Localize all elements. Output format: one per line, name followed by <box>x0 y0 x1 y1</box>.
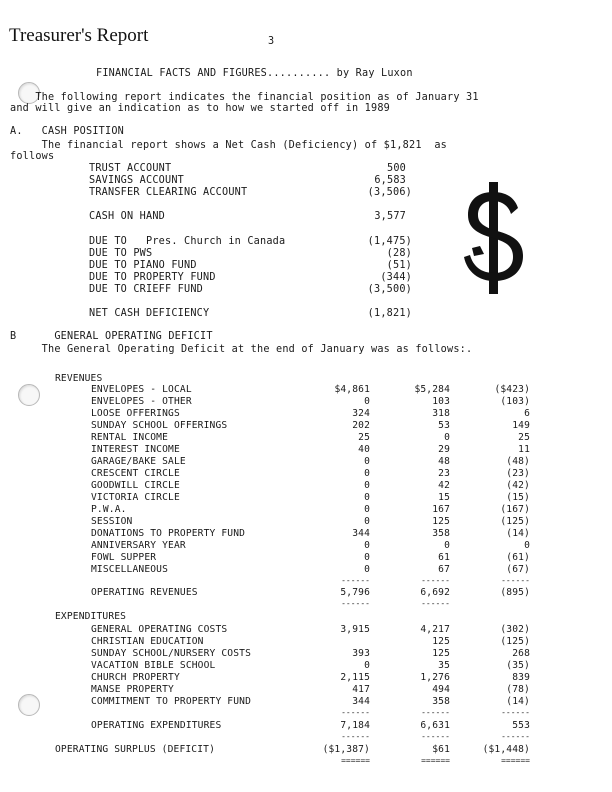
account-amount: 500 <box>386 163 406 174</box>
surplus-c1: ($1,387) <box>322 744 370 755</box>
page-title: Treasurer's Report <box>9 25 149 46</box>
revenue-c2: 53 <box>438 420 450 431</box>
revenue-c1: 0 <box>364 396 370 407</box>
expenditure-c2: 494 <box>432 684 450 695</box>
expenditure-c3: (302) <box>500 624 530 635</box>
expenditures-total-label: OPERATING EXPENDITURES <box>91 720 222 731</box>
revenue-c3: 0 <box>524 540 530 551</box>
revenue-c1: $4,861 <box>334 384 370 395</box>
rule-single: ------ <box>421 576 450 585</box>
revenues-total-c2: 6,692 <box>420 587 450 598</box>
table-row <box>55 528 612 540</box>
table-row <box>55 516 612 528</box>
revenue-c3: ($423) <box>494 384 530 395</box>
revenue-c3: (67) <box>506 564 530 575</box>
due-amount: (51) <box>386 260 412 271</box>
surplus-row <box>55 744 612 756</box>
rule-row <box>55 732 612 744</box>
rule-row <box>55 756 612 768</box>
revenue-c1: 0 <box>364 480 370 491</box>
expenditure-c2: 35 <box>438 660 450 671</box>
due-label: DUE TO PROPERTY FUND <box>89 272 216 283</box>
revenue-c3: (103) <box>500 396 530 407</box>
table-row <box>55 444 612 456</box>
revenue-c1: 0 <box>364 564 370 575</box>
rule-single: ------ <box>421 708 450 717</box>
revenue-label: MISCELLANEOUS <box>91 564 169 575</box>
revenue-label: LOOSE OFFERINGS <box>91 408 180 419</box>
revenue-c1: 0 <box>364 504 370 515</box>
expenditure-label: GENERAL OPERATING COSTS <box>91 624 228 635</box>
revenue-label: SUNDAY SCHOOL OFFERINGS <box>91 420 228 431</box>
revenue-c1: 344 <box>352 528 370 539</box>
table-row <box>55 492 612 504</box>
rule-single: ------ <box>421 599 450 608</box>
surplus-c3: ($1,448) <box>482 744 530 755</box>
revenue-c2: 61 <box>438 552 450 563</box>
table-row <box>55 552 612 564</box>
revenue-c2: 318 <box>432 408 450 419</box>
revenue-c2: 358 <box>432 528 450 539</box>
due-amount: (344) <box>380 272 412 283</box>
table-row <box>55 636 612 648</box>
table-row <box>55 624 612 636</box>
revenue-c3: (23) <box>506 468 530 479</box>
revenue-label: GOODWILL CIRCLE <box>91 480 180 491</box>
subtitle: FINANCIAL FACTS AND FIGURES.......... by Ray Luxon <box>96 68 413 79</box>
expenditures-heading: EXPENDITURES <box>55 611 127 622</box>
account-label: SAVINGS ACCOUNT <box>89 175 185 186</box>
dollar-sign-icon <box>462 182 526 294</box>
expenditure-c2: 358 <box>432 696 450 707</box>
revenue-c1: 202 <box>352 420 370 431</box>
revenue-c3: (61) <box>506 552 530 563</box>
rule-double: ====== <box>341 756 370 765</box>
expenditures-heading-row <box>55 611 612 623</box>
due-amount: (28) <box>386 248 412 259</box>
operating-deficit-intro: The General Operating Deficit at the end of January was as follows:. <box>10 344 473 355</box>
revenue-c2: 29 <box>438 444 450 455</box>
revenue-c1: 25 <box>358 432 370 443</box>
cash-on-hand-amount: 3,577 <box>374 211 406 222</box>
table-row <box>55 396 612 408</box>
net-cash-deficiency-label: NET CASH DEFICIENCY <box>89 308 210 319</box>
expenditure-c2: 125 <box>432 648 450 659</box>
table-row <box>55 672 612 684</box>
surplus-c2: $61 <box>432 744 450 755</box>
table-row <box>55 540 612 552</box>
expenditures-total-c1: 7,184 <box>340 720 370 731</box>
revenue-c3: 6 <box>524 408 530 419</box>
punch-hole-bottom <box>18 694 40 716</box>
page-number: 3 <box>268 36 275 47</box>
expenditure-label: MANSE PROPERTY <box>91 684 174 695</box>
expenditures-total-c3: 553 <box>512 720 530 731</box>
due-amount: (1,475) <box>367 236 412 247</box>
expenditure-c3: 268 <box>512 648 530 659</box>
expenditure-c3: 839 <box>512 672 530 683</box>
revenue-c2: 0 <box>444 540 450 551</box>
revenue-label: GARAGE/BAKE SALE <box>91 456 186 467</box>
revenue-label: RENTAL INCOME <box>91 432 169 443</box>
rule-single: ------ <box>341 576 370 585</box>
revenue-c3: (14) <box>506 528 530 539</box>
revenue-c1: 0 <box>364 456 370 467</box>
revenue-c3: (15) <box>506 492 530 503</box>
rule-double: ====== <box>421 756 450 765</box>
account-label: TRANSFER CLEARING ACCOUNT <box>89 187 248 198</box>
expenditure-c1: 393 <box>352 648 370 659</box>
revenue-c1: 0 <box>364 492 370 503</box>
revenue-label: P.W.A. <box>91 504 127 515</box>
table-row <box>55 432 612 444</box>
revenue-label: DONATIONS TO PROPERTY FUND <box>91 528 246 539</box>
revenue-c1: 0 <box>364 516 370 527</box>
table-row <box>55 468 612 480</box>
table-row <box>55 684 612 696</box>
revenue-label: ENVELOPES - LOCAL <box>91 384 192 395</box>
revenue-c3: (167) <box>500 504 530 515</box>
due-label: DUE TO PIANO FUND <box>89 260 197 271</box>
revenue-label: FOWL SUPPER <box>91 552 157 563</box>
expenditure-c2: 125 <box>432 636 450 647</box>
table-row <box>55 660 612 672</box>
rule-single: ------ <box>501 708 530 717</box>
due-label: DUE TO CRIEFF FUND <box>89 284 204 295</box>
expenditure-c3: (125) <box>500 636 530 647</box>
revenue-c1: 40 <box>358 444 370 455</box>
table-row <box>55 696 612 708</box>
account-amount: 6,583 <box>374 175 406 186</box>
account-label: TRUST ACCOUNT <box>89 163 172 174</box>
rule-row <box>55 599 612 611</box>
rule-single: ------ <box>341 708 370 717</box>
table-row <box>55 384 612 396</box>
expenditure-c3: (35) <box>506 660 530 671</box>
table-row <box>55 648 612 660</box>
expenditure-c1: 2,115 <box>340 672 370 683</box>
revenue-c2: 0 <box>444 432 450 443</box>
revenue-c1: 0 <box>364 468 370 479</box>
expenditure-c1: 0 <box>364 660 370 671</box>
expenditure-label: CHRISTIAN EDUCATION <box>91 636 204 647</box>
table-row <box>55 456 612 468</box>
revenue-c2: $5,284 <box>414 384 450 395</box>
rule-single: ------ <box>501 732 530 741</box>
revenue-c3: (42) <box>506 480 530 491</box>
expenditure-label: CHURCH PROPERTY <box>91 672 180 683</box>
due-label: DUE TO PWS <box>89 248 153 259</box>
revenue-c1: 0 <box>364 552 370 563</box>
revenue-c3: (48) <box>506 456 530 467</box>
table-row <box>55 480 612 492</box>
revenue-label: VICTORIA CIRCLE <box>91 492 180 503</box>
revenue-c2: 42 <box>438 480 450 491</box>
revenue-label: INTEREST INCOME <box>91 444 180 455</box>
expenditure-c2: 4,217 <box>420 624 450 635</box>
revenue-c3: (125) <box>500 516 530 527</box>
revenue-c2: 67 <box>438 564 450 575</box>
revenues-total-c1: 5,796 <box>340 587 370 598</box>
cash-position-heading: A. CASH POSITION <box>10 126 125 137</box>
revenue-c1: 324 <box>352 408 370 419</box>
expenditure-c3: (78) <box>506 684 530 695</box>
expenditure-c1: 417 <box>352 684 370 695</box>
rule-single: ------ <box>501 576 530 585</box>
revenue-c3: 11 <box>518 444 530 455</box>
revenue-c3: 149 <box>512 420 530 431</box>
revenue-c3: 25 <box>518 432 530 443</box>
intro-line-1: The following report indicates the financial position as of January 31 <box>10 92 479 103</box>
revenue-c1: 0 <box>364 540 370 551</box>
table-row <box>55 564 612 576</box>
account-amount: (3,506) <box>367 187 412 198</box>
revenue-c2: 103 <box>432 396 450 407</box>
rule-single: ------ <box>341 599 370 608</box>
revenue-label: ENVELOPES - OTHER <box>91 396 192 407</box>
cash-on-hand-label: CASH ON HAND <box>89 211 166 222</box>
revenues-total-c3: (895) <box>500 587 530 598</box>
expenditures-total-c2: 6,631 <box>420 720 450 731</box>
intro-line-2: and will give an indication as to how we started off in 1989 <box>10 103 391 114</box>
revenues-heading: REVENUES <box>55 373 103 384</box>
revenue-c2: 125 <box>432 516 450 527</box>
rule-single: ------ <box>341 732 370 741</box>
surplus-label: OPERATING SURPLUS (DEFICIT) <box>55 744 215 755</box>
net-cash-deficiency-amount: (1,821) <box>367 308 412 319</box>
expenditure-c2: 1,276 <box>420 672 450 683</box>
operating-table <box>55 373 612 773</box>
expenditure-label: COMMITMENT TO PROPERTY FUND <box>91 696 251 707</box>
revenue-c2: 15 <box>438 492 450 503</box>
revenue-label: CRESCENT CIRCLE <box>91 468 180 479</box>
table-row <box>55 420 612 432</box>
due-amount: (3,500) <box>367 284 412 295</box>
table-row <box>55 408 612 420</box>
rule-single: ------ <box>421 732 450 741</box>
due-label: DUE TO Pres. Church in Canada <box>89 236 286 247</box>
revenue-label: ANNIVERSARY YEAR <box>91 540 186 551</box>
expenditure-c3: (14) <box>506 696 530 707</box>
revenues-total-label: OPERATING REVENUES <box>91 587 198 598</box>
revenue-c2: 167 <box>432 504 450 515</box>
expenditure-label: SUNDAY SCHOOL/NURSERY COSTS <box>91 648 251 659</box>
revenue-c2: 48 <box>438 456 450 467</box>
table-row <box>55 504 612 516</box>
revenue-label: SESSION <box>91 516 133 527</box>
expenditure-c1: 344 <box>352 696 370 707</box>
expenditure-label: VACATION BIBLE SCHOOL <box>91 660 216 671</box>
expenditure-c1: 3,915 <box>340 624 370 635</box>
cash-position-intro-1: The financial report shows a Net Cash (Deficiency) of $1,821 as <box>10 140 448 151</box>
rule-double: ====== <box>501 756 530 765</box>
cash-position-intro-2: follows <box>10 151 55 162</box>
punch-hole-middle <box>18 384 40 406</box>
revenues-total-row <box>55 587 612 599</box>
expenditures-total-row <box>55 720 612 732</box>
rule-row <box>55 708 612 720</box>
operating-deficit-heading: B GENERAL OPERATING DEFICIT <box>10 331 213 342</box>
revenue-c2: 23 <box>438 468 450 479</box>
